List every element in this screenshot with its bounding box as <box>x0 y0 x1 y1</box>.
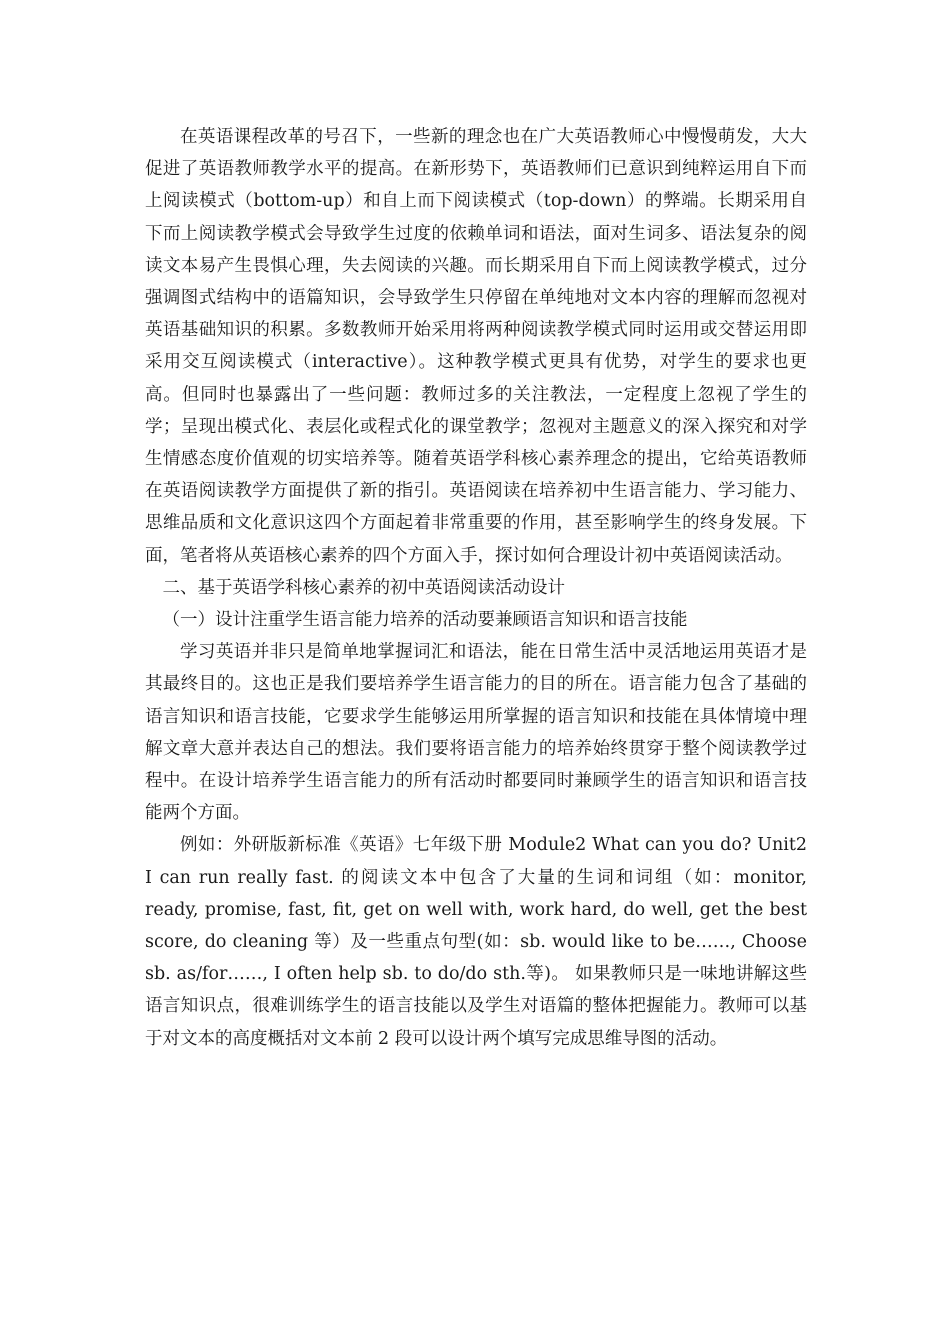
intro-paragraph: 在英语课程改革的号召下，一些新的理念也在广大英语教师心中慢慢萌发，大大促进了英语教师教学水平的提高。在新形势下，英语教师们已意识到纯粹运用自下而上阅读模式（bottom-up）和自上而下阅读模式（top-down）的弊端。长期采用自下而上阅读教学模式会导致学生过度的依赖单词和语法，面对生词多、语法复杂的阅读文本易产生畏惧心理，失去阅读的兴趣。而长期采用自下而上阅读教学模式，过分强调图式结构中的语篇知识，会导致学生只停留在单纯地对文本内容的理解而忽视对英语基础知识的积累。多数教师开始采用将两种阅读教学模式同时运用或交替运用即采用交互阅读模式（interactive）。这种教学模式更具有优势，对学生的要求也更高。但同时也暴露出了一些问题：教师过多的关注教法，一定程度上忽视了学生的学；呈现出模式化、表层化或程式化的课堂教学；忽视对主题意义的深入探究和对学生情感态度价值观的切实培养等。随着英语学科核心素养理念的提出，它给英语教师在英语阅读教学方面提供了新的指引。英语阅读在培养初中生语言能力、学习能力、思维品质和文化意识这四个方面起着非常重要的作用，甚至影响学生的终身发展。下面，笔者将从英语核心素养的四个方面入手，探讨如何合理设计初中英语阅读活动。 <box>145 127 807 566</box>
example-paragraph: 例如：外研版新标准《英语》七年级下册 Module2 What can you do? Unit2 I can run really fast. 的阅读文本中包含了大量的生词和词组（如：monitor, ready, promise, fast, fit, get on well with, work hard, do well, get the best score, do cleaning 等）及一些重点句型(如：sb. would like to be……, Choose sb. as/for……, I often help sb. to do/do sth.等)。 如果教师只是一味地讲解这些语言知识点，很难训练学生的语言技能以及学生对语篇的整体把握能力。教师可以基于对文本的高度概括对文本前 2 段可以设计两个填写完成思维导图的活动。 <box>145 835 807 1049</box>
subsection-heading: （一）设计注重学生语言能力培养的活动要兼顾语言知识和语言技能 <box>162 610 688 631</box>
language-ability-paragraph: 学习英语并非只是简单地掌握词汇和语法，能在日常生活中灵活地运用英语才是其最终目的。这也正是我们要培养学生语言能力的目的所在。语言能力包含了基础的语言知识和语言技能，它要求学生能够运用所掌握的语言知识和技能在具体情境中理解文章大意并表达自己的想法。我们要将语言能力的培养始终贯穿于整个阅读教学过程中。在设计培养学生语言能力的所有活动时都要同时兼顾学生的语言知识和语言技能两个方面。 <box>145 642 807 824</box>
document-page <box>145 121 807 1055</box>
section-heading: 二、基于英语学科核心素养的初中英语阅读活动设计 <box>162 577 565 598</box>
